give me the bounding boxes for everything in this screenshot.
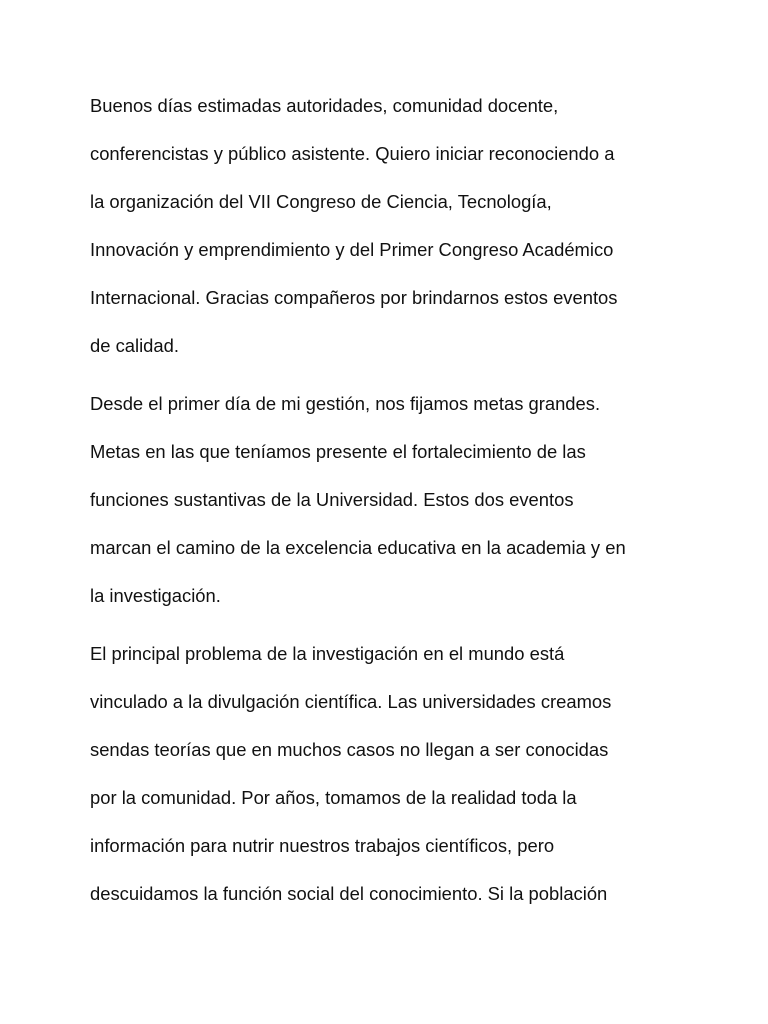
text-line: la organización del VII Congreso de Ciencia, Tecnología,: [90, 191, 552, 212]
text-line: marcan el camino de la excelencia educativa en la academia y en: [90, 537, 626, 558]
text-line: Internacional. Gracias compañeros por brindarnos estos eventos: [90, 287, 618, 308]
text-line: Desde el primer día de mi gestión, nos fijamos metas grandes.: [90, 393, 601, 414]
text-line: Metas en las que teníamos presente el fortalecimiento de las: [90, 441, 586, 462]
text-line: de calidad.: [90, 335, 179, 356]
text-line: vinculado a la divulgación científica. Las universidades creamos: [90, 691, 612, 712]
text-line: información para nutrir nuestros trabajos científicos, pero: [90, 835, 555, 856]
text-line: Innovación y emprendimiento y del Primer Congreso Académico: [90, 239, 614, 260]
text-line: sendas teorías que en muchos casos no llegan a ser conocidas: [90, 739, 609, 760]
paragraph-3: [90, 630, 690, 918]
text-line: El principal problema de la investigación en el mundo está: [90, 643, 565, 664]
text-line: conferencistas y público asistente. Quiero iniciar reconociendo a: [90, 143, 615, 164]
text-line: descuidamos la función social del conocimiento. Si la población: [90, 883, 608, 904]
document-body: [90, 82, 690, 928]
text-line: por la comunidad. Por años, tomamos de la realidad toda la: [90, 787, 577, 808]
paragraph-1: [90, 82, 690, 370]
paragraph-2: [90, 380, 690, 620]
text-line: la investigación.: [90, 585, 221, 606]
text-line: Buenos días estimadas autoridades, comunidad docente,: [90, 95, 559, 116]
text-line: funciones sustantivas de la Universidad. Estos dos eventos: [90, 489, 574, 510]
